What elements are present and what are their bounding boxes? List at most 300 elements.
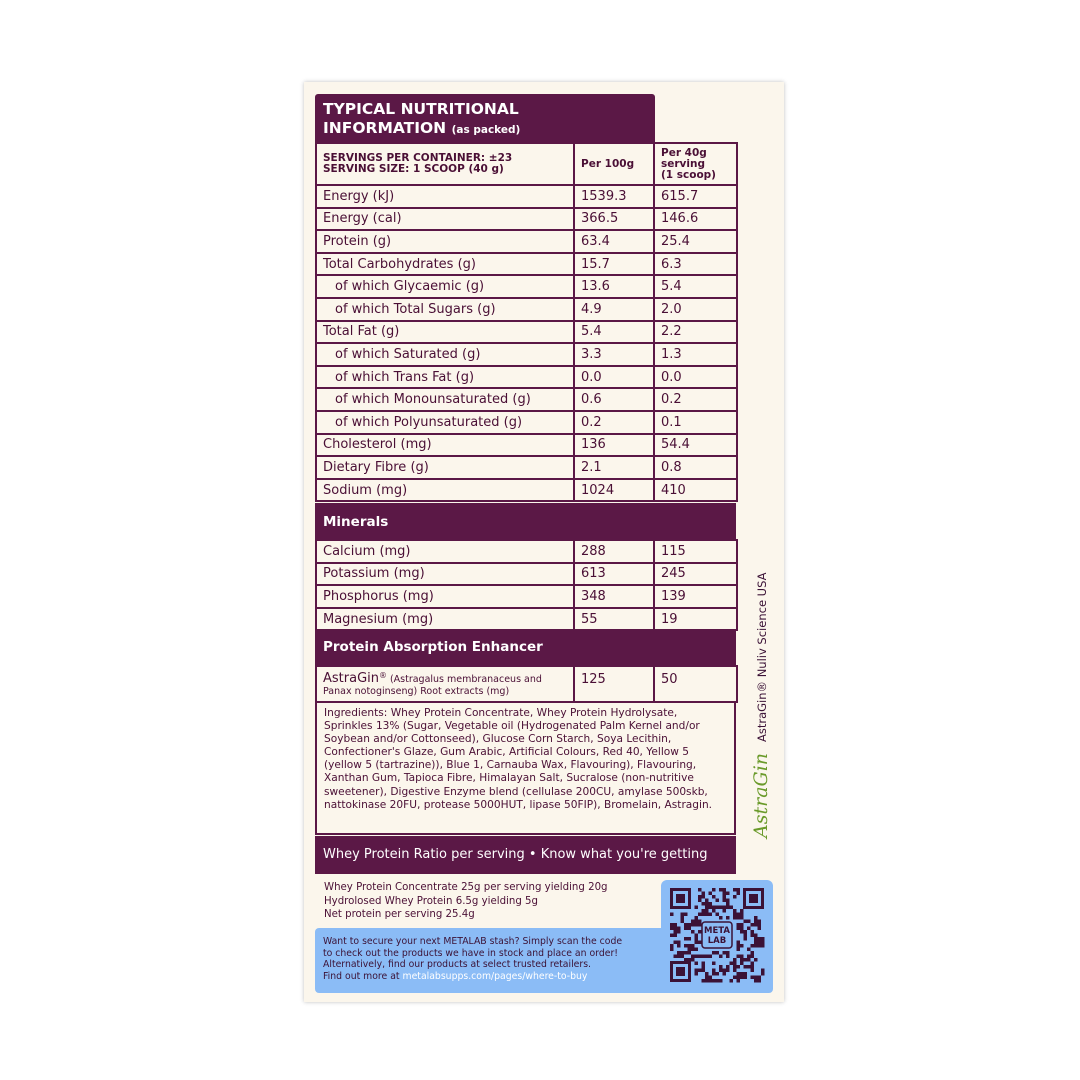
value-per-serving: 6.3 [654, 253, 737, 276]
qr-module [695, 934, 699, 938]
qr-module [744, 930, 748, 934]
qr-module [758, 920, 762, 924]
table-row [316, 540, 737, 563]
qr-module [688, 937, 692, 941]
qr-module [684, 923, 688, 927]
qr-module [726, 965, 730, 969]
value-per-serving: 0.1 [654, 411, 737, 434]
cta-line-2: to check out the products we have in stock and place an order! [323, 947, 618, 959]
astragin-per100: 125 [574, 666, 654, 702]
qr-module [702, 909, 706, 913]
nutrition-table [315, 142, 738, 502]
astragin-desc: (Astragalus membranaceus and Panax notoginseng) Root extracts (mg) [323, 674, 542, 698]
qr-module [740, 927, 744, 931]
table-row [316, 321, 737, 344]
qr-module [737, 955, 741, 959]
qr-module [754, 976, 758, 980]
qr-module [719, 979, 723, 983]
qr-module [726, 906, 730, 910]
qr-module [737, 888, 741, 892]
qr-module [761, 969, 765, 973]
qr-module [747, 927, 751, 931]
value-per-serving: 0.2 [654, 388, 737, 411]
qr-module [723, 951, 727, 955]
qr-code[interactable] [668, 886, 766, 984]
qr-module [691, 944, 695, 948]
qr-module [677, 930, 681, 934]
table-row [316, 434, 737, 457]
ingredients-text: Ingredients: Whey Protein Concentrate, Whey Protein Hydrolysate, Sprinkles 13% (Sugar, Vegetable oil (Hydrogenated Palm Kernel and/or Soybean and/or Cottonseed), Glucose Corn Starch, Soya Lecithin, Confectioner's Glaze, Gum Arabic, Artificial Colours, Red 40, Yellow 5 (yellow 5 (tartrazine)), Blue 1, Carnauba Wax, Flavouring), Flavouring, Xanthan Gum, Tapioca Fibre, Himalayan Salt, Sucralose (non-nutritive sweetener), Digestive Enzyme blend (cellulase 200CU, amylase 500skb, nattokinase 20FU, protease 5000HUT, lipase 50FIP), Bromelain, Astragin. [315, 703, 736, 835]
value-per-serving: 615.7 [654, 185, 737, 208]
nutrient-name: Dietary Fibre (g) [316, 456, 574, 479]
qr-module [712, 969, 716, 973]
qr-module [681, 913, 685, 917]
qr-module [684, 927, 688, 931]
value-per-serving: 2.2 [654, 321, 737, 344]
qr-module [733, 958, 737, 962]
minerals-header: Minerals [315, 503, 736, 541]
qr-module [733, 909, 737, 913]
qr-module [737, 892, 741, 896]
value-per-100g: 5.4 [574, 321, 654, 344]
value-per-100g: 55 [574, 608, 654, 631]
qr-module [726, 969, 730, 973]
qr-module [712, 906, 716, 910]
table-row [316, 666, 737, 702]
nutrient-name: Total Fat (g) [316, 321, 574, 344]
servings-per-container: SERVINGS PER CONTAINER: ±23 [323, 152, 513, 164]
value-per-100g: 348 [574, 585, 654, 608]
qr-module [740, 909, 744, 913]
qr-module [747, 965, 751, 969]
qr-module [702, 895, 706, 899]
qr-module [761, 972, 765, 976]
ratio-line: Hydrolosed Whey Protein 6.5g yielding 5g [324, 895, 538, 907]
qr-module [733, 976, 737, 980]
qr-module [674, 955, 678, 959]
qr-module [754, 937, 758, 941]
qr-module [677, 955, 681, 959]
table-row [316, 343, 737, 366]
qr-module [744, 965, 748, 969]
qr-module [761, 937, 765, 941]
table-row [316, 608, 737, 631]
qr-module [751, 955, 755, 959]
qr-module [705, 906, 709, 910]
cta-line-3: Alternatively, find our products at select trusted retailers. [323, 959, 592, 971]
nutrient-name: Calcium (mg) [316, 540, 574, 563]
qr-logo-text-1: META [704, 926, 730, 936]
qr-module [747, 948, 751, 952]
qr-module [674, 927, 678, 931]
qr-module [684, 958, 688, 962]
qr-module [744, 920, 748, 924]
qr-module [674, 930, 678, 934]
qr-module [702, 965, 706, 969]
qr-module [684, 951, 688, 955]
qr-module [716, 906, 720, 910]
value-per-100g: 4.9 [574, 298, 654, 321]
qr-module [747, 958, 751, 962]
qr-module [733, 916, 737, 920]
table-row [316, 208, 737, 231]
nutrient-name: Energy (kJ) [316, 185, 574, 208]
nutrient-name: Cholesterol (mg) [316, 434, 574, 457]
value-per-serving: 115 [654, 540, 737, 563]
table-row [316, 456, 737, 479]
value-per-100g: 3.3 [574, 343, 654, 366]
nutrient-name: Protein (g) [316, 230, 574, 253]
qr-module [698, 888, 702, 892]
qr-module [698, 913, 702, 917]
qr-module [726, 902, 730, 906]
qr-module [702, 955, 706, 959]
qr-module [758, 976, 762, 980]
qr-module [758, 923, 762, 927]
table-row [316, 253, 737, 276]
qr-module [695, 972, 699, 976]
astragin-brand: AstraGin [323, 671, 379, 687]
qr-module [695, 920, 699, 924]
qr-module [695, 923, 699, 927]
qr-module [737, 944, 741, 948]
registered-mark: ® [379, 671, 387, 680]
qr-module [726, 892, 730, 896]
qr-module [709, 902, 713, 906]
qr-module [698, 923, 702, 927]
qr-module [747, 955, 751, 959]
nutrient-name: of which Glycaemic (g) [316, 275, 574, 298]
qr-module [677, 951, 681, 955]
qr-module [754, 920, 758, 924]
qr-module [719, 969, 723, 973]
value-per-100g: 1024 [574, 479, 654, 502]
qr-module [698, 969, 702, 973]
value-per-100g: 136 [574, 434, 654, 457]
qr-module [733, 969, 737, 973]
nutrient-name: of which Total Sugars (g) [316, 298, 574, 321]
qr-module [751, 923, 755, 927]
qr-module [751, 969, 755, 973]
value-per-serving: 2.0 [654, 298, 737, 321]
qr-module [740, 944, 744, 948]
qr-module [705, 976, 709, 980]
qr-module [702, 962, 706, 966]
qr-module [695, 955, 699, 959]
qr-module [702, 969, 706, 973]
qr-module [733, 965, 737, 969]
qr-module [733, 962, 737, 966]
nutrient-name: of which Trans Fat (g) [316, 366, 574, 389]
qr-module [723, 899, 727, 903]
qr-module [709, 979, 713, 983]
value-per-serving: 245 [654, 563, 737, 586]
qr-module [681, 916, 685, 920]
table-row [316, 411, 737, 434]
qr-module [702, 892, 706, 896]
qr-module [709, 913, 713, 917]
qr-module [740, 923, 744, 927]
nutrient-name: Phosphorus (mg) [316, 585, 574, 608]
minerals-table [315, 539, 738, 631]
qr-module [670, 934, 674, 938]
qr-finder-top-left [670, 888, 691, 909]
qr-module [684, 937, 688, 941]
value-per-serving: 54.4 [654, 434, 737, 457]
panel-title [315, 94, 655, 142]
qr-module [723, 888, 727, 892]
qr-module [670, 948, 674, 952]
value-per-100g: 15.7 [574, 253, 654, 276]
qr-module [709, 906, 713, 910]
qr-module [726, 916, 730, 920]
qr-module [698, 955, 702, 959]
qr-module [691, 930, 695, 934]
qr-module [705, 955, 709, 959]
value-per-serving: 410 [654, 479, 737, 502]
qr-module [674, 941, 678, 945]
qr-module [737, 972, 741, 976]
table-row [316, 275, 737, 298]
qr-module [695, 937, 699, 941]
qr-module [691, 958, 695, 962]
value-per-100g: 0.2 [574, 411, 654, 434]
value-per-100g: 288 [574, 540, 654, 563]
value-per-100g: 13.6 [574, 275, 654, 298]
qr-module [691, 955, 695, 959]
qr-module [677, 927, 681, 931]
qr-module [688, 958, 692, 962]
qr-module [709, 892, 713, 896]
qr-finder-bottom-left [670, 961, 691, 982]
qr-module [726, 899, 730, 903]
serving-size: SERVING SIZE: 1 SCOOP (40 g) [323, 163, 504, 175]
qr-module [751, 930, 755, 934]
qr-module [751, 962, 755, 966]
qr-module [695, 962, 699, 966]
value-per-100g: 613 [574, 563, 654, 586]
qr-module [737, 948, 741, 952]
value-per-serving: 139 [654, 585, 737, 608]
qr-module [758, 927, 762, 931]
table-header-row [316, 143, 737, 185]
qr-finder-top-right [743, 888, 764, 909]
value-per-serving: 0.8 [654, 456, 737, 479]
value-per-serving: 1.3 [654, 343, 737, 366]
qr-module [691, 923, 695, 927]
qr-module [698, 930, 702, 934]
qr-module [754, 941, 758, 945]
table-row [316, 298, 737, 321]
qr-module [719, 965, 723, 969]
qr-module [695, 941, 699, 945]
qr-module [674, 923, 678, 927]
title-subtitle: (as packed) [451, 124, 521, 136]
qr-module [737, 923, 741, 927]
enhancer-table [315, 665, 738, 703]
where-to-buy-link[interactable]: metalabsupps.com/pages/where-to-buy [402, 970, 588, 982]
col-per-100g: Per 100g [574, 143, 654, 185]
qr-module [723, 969, 727, 973]
qr-module [751, 944, 755, 948]
qr-module [730, 962, 734, 966]
qr-module [716, 899, 720, 903]
qr-module [719, 916, 723, 920]
nutrient-name: of which Saturated (g) [316, 343, 574, 366]
qr-module [719, 888, 723, 892]
qr-module [719, 906, 723, 910]
value-per-serving: 0.0 [654, 366, 737, 389]
table-row [316, 563, 737, 586]
qr-module [740, 913, 744, 917]
qr-module [737, 979, 741, 983]
table-row [316, 388, 737, 411]
qr-module [740, 972, 744, 976]
qr-module [688, 948, 692, 952]
qr-module [716, 913, 720, 917]
qr-module [688, 927, 692, 931]
qr-module [754, 944, 758, 948]
qr-module [705, 902, 709, 906]
qr-module [754, 916, 758, 920]
astragin-logo: AstraGin [750, 752, 772, 838]
qr-module [726, 951, 730, 955]
nutrient-name: Total Carbohydrates (g) [316, 253, 574, 276]
qr-module [723, 895, 727, 899]
qr-module [723, 906, 727, 910]
qr-module [684, 944, 688, 948]
qr-module [754, 934, 758, 938]
value-per-100g: 2.1 [574, 456, 654, 479]
qr-module [677, 944, 681, 948]
qr-module [681, 920, 685, 924]
cta-line-4: Find out more at [323, 970, 403, 982]
qr-module [695, 906, 699, 910]
qr-module [705, 913, 709, 917]
qr-module [740, 930, 744, 934]
value-per-100g: 366.5 [574, 208, 654, 231]
table-row [316, 366, 737, 389]
qr-module [730, 906, 734, 910]
qr-module [737, 941, 741, 945]
col-per-serving-1: Per 40g [661, 146, 707, 159]
qr-module [698, 920, 702, 924]
qr-module [751, 934, 755, 938]
qr-module [737, 965, 741, 969]
qr-module [705, 909, 709, 913]
qr-module [688, 923, 692, 927]
qr-module [716, 951, 720, 955]
qr-module [698, 899, 702, 903]
qr-module [744, 934, 748, 938]
qr-module [712, 951, 716, 955]
table-row [316, 585, 737, 608]
nutrient-name: of which Monounsaturated (g) [316, 388, 574, 411]
enhancer-header: Protein Absorption Enhancer [315, 630, 736, 665]
qr-module [737, 916, 741, 920]
qr-module [758, 944, 762, 948]
qr-module [744, 972, 748, 976]
value-per-100g: 0.6 [574, 388, 654, 411]
qr-module [695, 916, 699, 920]
qr-module [688, 951, 692, 955]
qr-module [740, 916, 744, 920]
ratio-line: Whey Protein Concentrate 25g per serving yielding 20g [324, 882, 608, 893]
nutrient-name: Potassium (mg) [316, 563, 574, 586]
qr-module [723, 892, 727, 896]
qr-module [670, 927, 674, 931]
value-per-100g: 63.4 [574, 230, 654, 253]
ratio-info [324, 881, 608, 922]
qr-module [740, 958, 744, 962]
nutrient-name: of which Polyunsaturated (g) [316, 411, 574, 434]
qr-module [695, 948, 699, 952]
qr-module [698, 895, 702, 899]
value-per-serving: 5.4 [654, 275, 737, 298]
qr-module [702, 913, 706, 917]
qr-module [709, 955, 713, 959]
qr-module [677, 941, 681, 945]
qr-module [716, 979, 720, 983]
qr-module [730, 979, 734, 983]
qr-module [761, 941, 765, 945]
qr-module [705, 979, 709, 983]
qr-module [733, 888, 737, 892]
qr-module [737, 913, 741, 917]
qr-module [740, 962, 744, 966]
qr-module [758, 979, 762, 983]
qr-module [691, 948, 695, 952]
qr-module [719, 955, 723, 959]
nutrient-name: Energy (cal) [316, 208, 574, 231]
qr-module [691, 920, 695, 924]
qr-module [702, 902, 706, 906]
nutrient-name: Magnesium (mg) [316, 608, 574, 631]
qr-module [754, 923, 758, 927]
qr-module [712, 909, 716, 913]
qr-module [712, 895, 716, 899]
qr-module [712, 972, 716, 976]
qr-module [733, 895, 737, 899]
qr-module [716, 972, 720, 976]
ratio-banner: Whey Protein Ratio per serving • Know what you're getting [315, 836, 736, 874]
col-per-serving-2: serving [661, 157, 705, 170]
astragin-side-text: AstraGin® Nuliv Science USA [755, 572, 769, 742]
qr-logo-text-2: LAB [707, 936, 727, 946]
qr-module [712, 979, 716, 983]
qr-module [744, 976, 748, 980]
qr-module [733, 913, 737, 917]
qr-module [712, 962, 716, 966]
qr-module [761, 944, 765, 948]
qr-module [754, 958, 758, 962]
value-per-100g: 0.0 [574, 366, 654, 389]
qr-module [747, 920, 751, 924]
qr-module [670, 923, 674, 927]
qr-module [740, 976, 744, 980]
qr-module [698, 941, 702, 945]
value-per-serving: 146.6 [654, 208, 737, 231]
qr-module [751, 951, 755, 955]
qr-module [758, 937, 762, 941]
qr-module [751, 965, 755, 969]
qr-module [744, 958, 748, 962]
qr-module [688, 944, 692, 948]
qr-module [723, 972, 727, 976]
qr-module [740, 955, 744, 959]
qr-module [702, 979, 706, 983]
qr-module [709, 976, 713, 980]
